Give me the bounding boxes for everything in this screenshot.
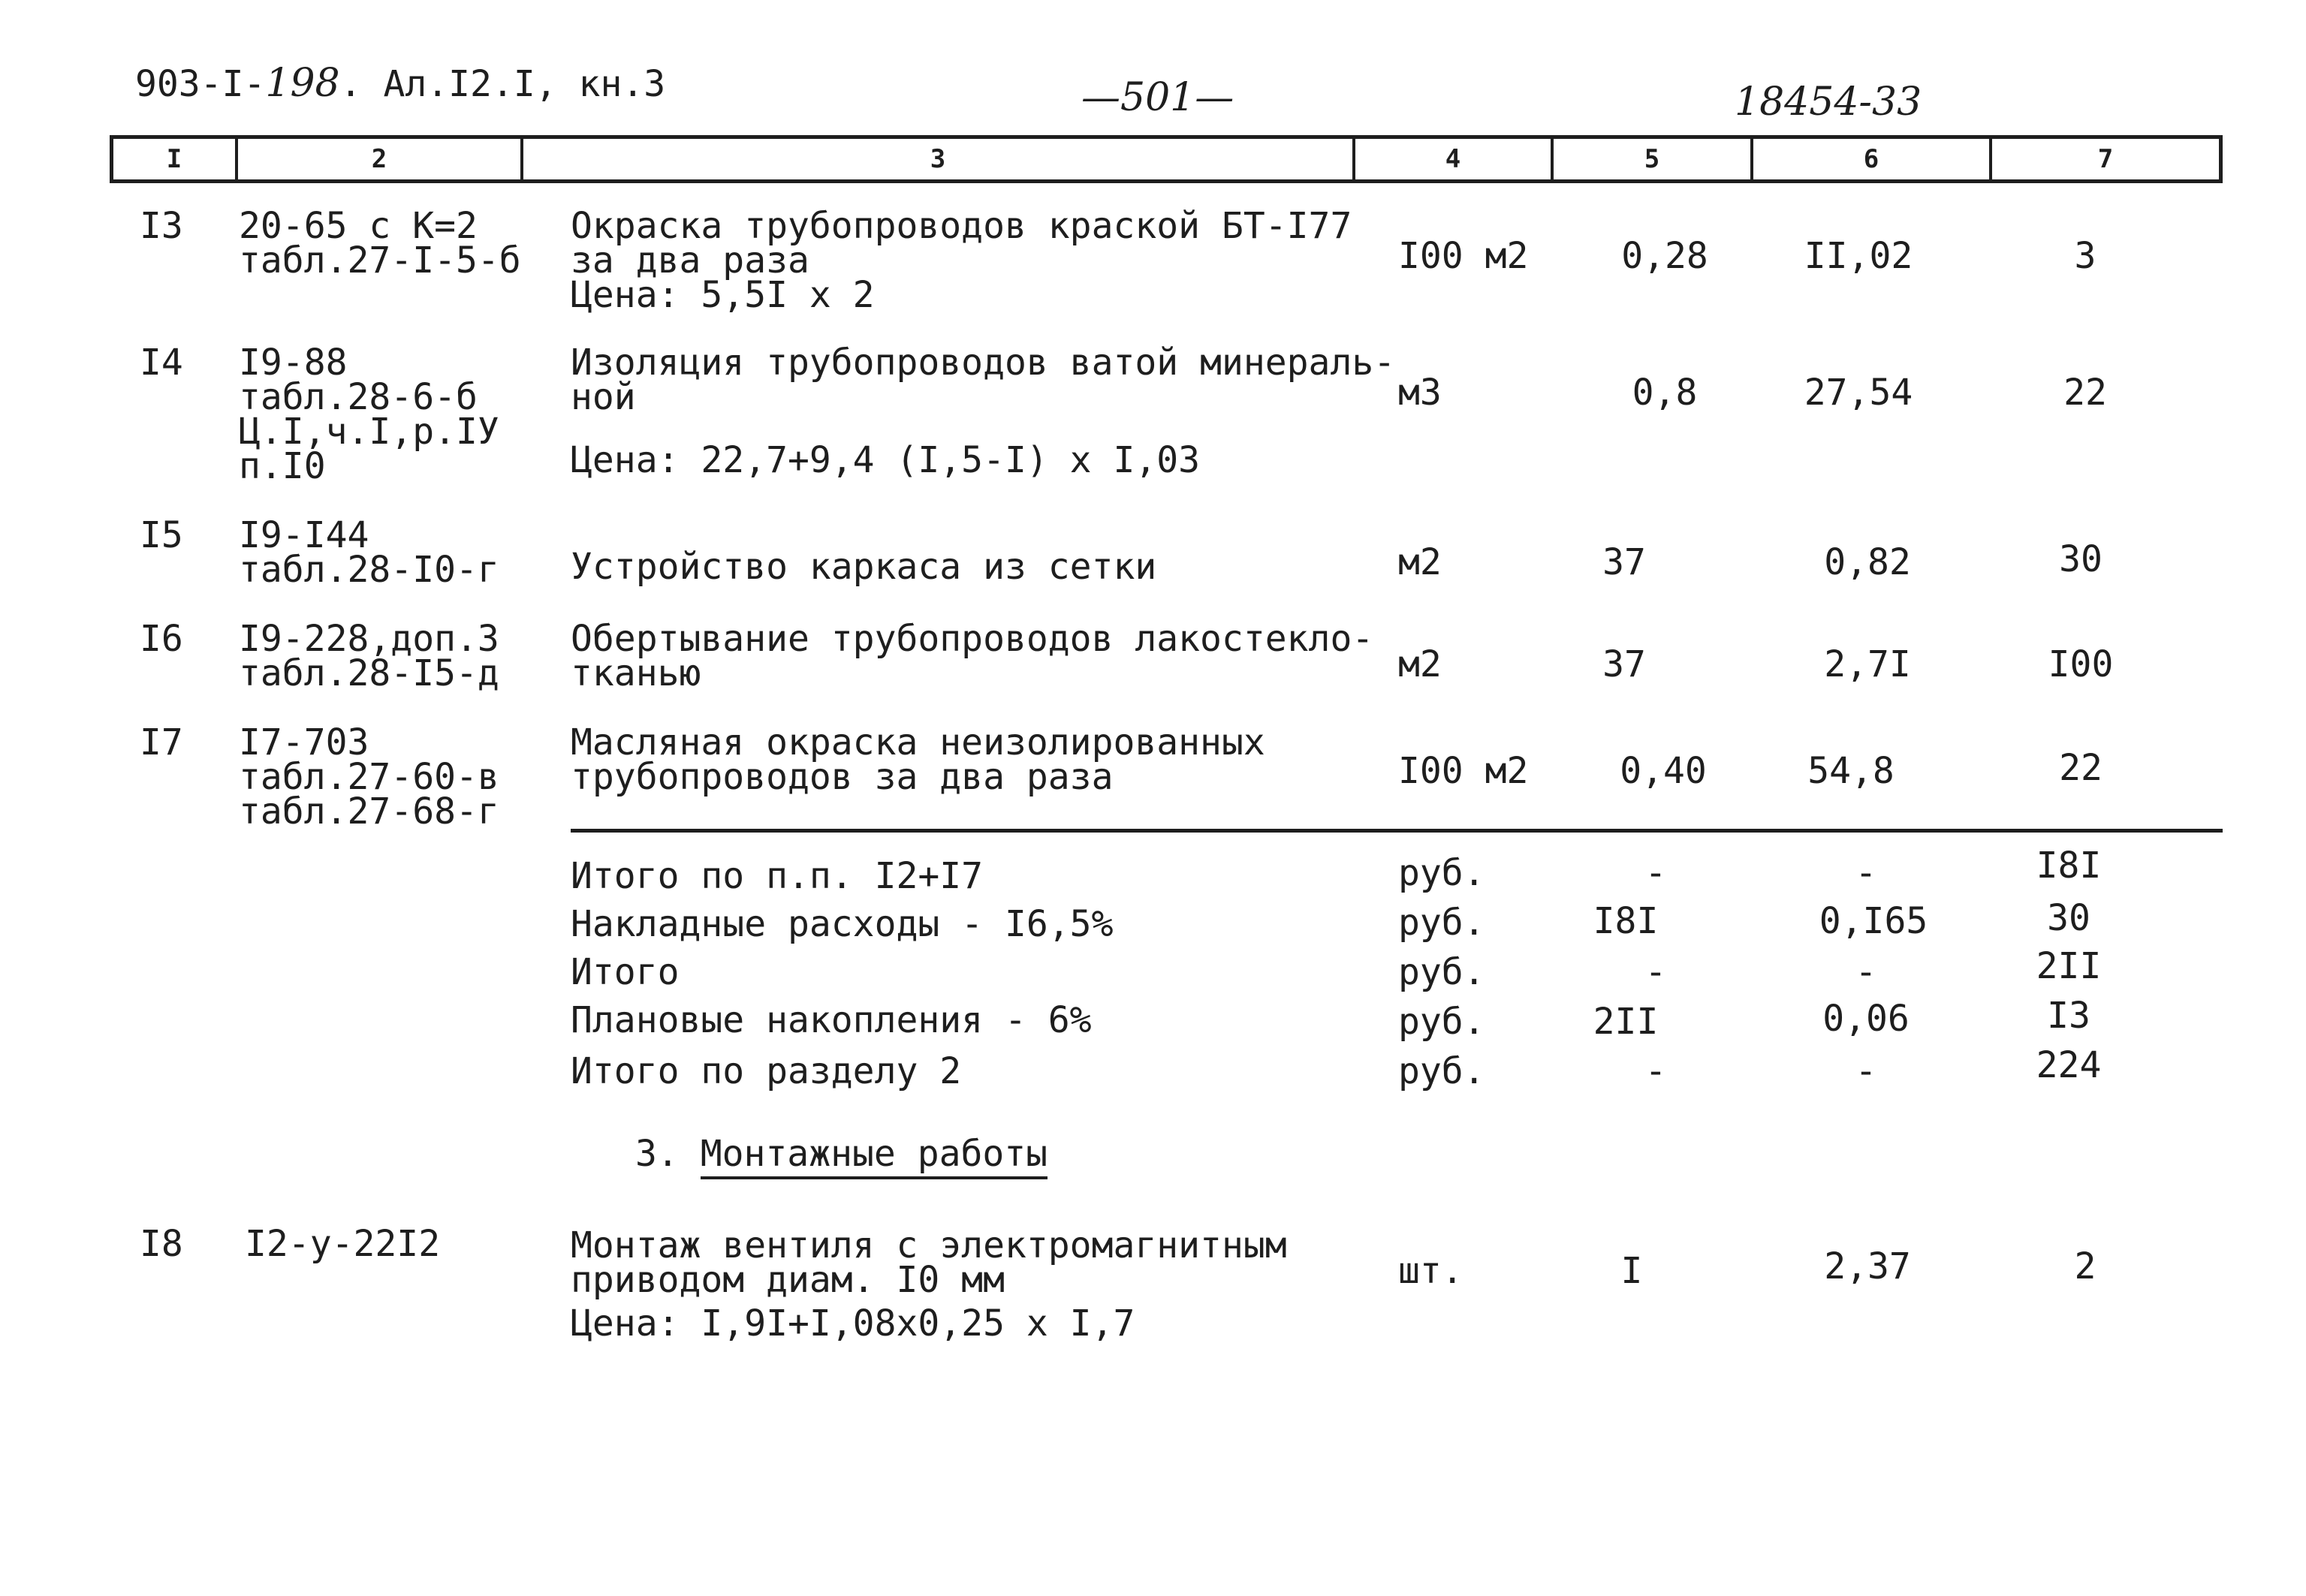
description-line: приводом диам. I0 мм	[571, 1259, 1005, 1301]
summary-price: -	[1855, 1050, 1877, 1092]
summary-unit: руб.	[1398, 951, 1485, 993]
norm-code-line: табл.28-6-б	[239, 376, 478, 418]
unit: I00 м2	[1398, 235, 1529, 277]
unit-price: 2,37	[1824, 1245, 1911, 1287]
section-number: 3.	[635, 1133, 679, 1175]
document-code	[135, 61, 666, 106]
album-reference: . Ал.I2.I, кн.3	[339, 63, 666, 105]
description-line: Окраска трубопроводов краской БТ-I77	[571, 205, 1352, 247]
norm-code-line: Ц.I,ч.I,р.IУ	[239, 411, 499, 453]
quantity: 37	[1602, 643, 1646, 685]
summary-total: 30	[2047, 897, 2090, 939]
total-cost: 2	[2074, 1245, 2097, 1287]
row-number: I5	[140, 514, 183, 556]
column-header-5: 5	[1551, 139, 1750, 179]
total-cost: 30	[2059, 538, 2103, 580]
column-header-row	[110, 135, 2223, 183]
summary-unit: руб.	[1398, 852, 1485, 894]
summary-label: Накладные расходы - I6,5%	[571, 903, 1114, 945]
description-line: Обертывание трубопроводов лакостекло-	[571, 618, 1374, 660]
description-line: за два раза	[571, 239, 809, 282]
summary-total: I8I	[2036, 845, 2102, 887]
summary-label: Итого	[571, 951, 680, 993]
work-description	[571, 342, 1396, 418]
norm-code	[239, 342, 499, 487]
work-description	[571, 1224, 1287, 1301]
norm-code-line: I7-703	[239, 721, 369, 763]
summary-quantity: 2II	[1593, 1001, 1659, 1043]
norm-code-line: табл.27-60-в	[239, 756, 499, 798]
norm-code-line: I9-88	[239, 342, 348, 384]
norm-code	[239, 618, 499, 694]
summary-total: I3	[2047, 995, 2090, 1037]
description-line: трубопроводов за два раза	[571, 756, 1114, 798]
row-number: I8	[140, 1223, 183, 1265]
price-formula: Цена: I,9I+I,08x0,25 x I,7	[571, 1302, 1135, 1345]
row-number: I3	[140, 205, 183, 247]
summary-quantity: -	[1644, 852, 1667, 894]
summary-rule	[571, 829, 2223, 833]
summary-label: Итого по п.п. I2+I7	[571, 855, 984, 897]
unit: I00 м2	[1398, 750, 1529, 792]
quantity: 0,28	[1621, 235, 1708, 277]
work-description	[571, 721, 1265, 798]
unit: м2	[1398, 643, 1442, 685]
total-cost: 22	[2063, 372, 2107, 414]
norm-code-line: п.I0	[239, 445, 326, 487]
section-heading	[635, 1133, 1048, 1175]
unit-price: 54,8	[1807, 750, 1895, 792]
norm-code-line: табл.27-68-г	[239, 790, 499, 833]
norm-code-line: табл.27-I-5-б	[239, 239, 521, 282]
summary-price: 0,I65	[1819, 900, 1928, 942]
price-formula: Цена: 22,7+9,4 (I,5-I) x I,03	[571, 439, 1201, 481]
unit-price: 27,54	[1804, 372, 1913, 414]
unit: м3	[1398, 372, 1442, 414]
total-cost: I00	[2048, 643, 2114, 685]
unit-price: II,02	[1804, 235, 1913, 277]
section-title: Монтажные работы	[701, 1133, 1047, 1179]
unit: шт.	[1398, 1250, 1463, 1292]
summary-unit: руб.	[1398, 902, 1485, 944]
total-cost: 22	[2059, 747, 2103, 789]
quantity: 37	[1602, 541, 1646, 583]
unit: м2	[1398, 541, 1442, 583]
document-code-handwritten: 198	[265, 61, 340, 106]
work-description	[571, 205, 1352, 316]
summary-total: 224	[2036, 1044, 2102, 1086]
page-number: —501—	[1081, 75, 1234, 120]
quantity: 0,40	[1620, 750, 1707, 792]
summary-price: -	[1855, 951, 1877, 993]
description-line: Масляная окраска неизолированных	[571, 721, 1265, 763]
description-line: Монтаж вентиля с электромагнитным	[571, 1224, 1287, 1266]
document-code-printed: 903-I-	[135, 63, 266, 105]
work-description: Устройство каркаса из сетки	[571, 546, 1157, 588]
summary-label: Итого по разделу 2	[571, 1050, 962, 1092]
work-description	[571, 618, 1374, 694]
summary-quantity: -	[1644, 951, 1667, 993]
summary-unit: руб.	[1398, 1001, 1485, 1043]
summary-quantity: I8I	[1593, 900, 1659, 942]
column-header-6: 6	[1750, 139, 1989, 179]
norm-code	[239, 205, 521, 282]
column-header-1: I	[166, 144, 182, 174]
column-header-3: 3	[520, 139, 1352, 179]
description-line: ной	[571, 376, 636, 418]
summary-quantity: -	[1644, 1050, 1667, 1092]
description-line: тканью	[571, 652, 701, 694]
row-number: I6	[140, 618, 183, 660]
summary-total: 2II	[2036, 945, 2102, 987]
quantity: I	[1620, 1250, 1643, 1292]
norm-code-line: табл.28-I0-г	[239, 549, 499, 591]
total-cost: 3	[2074, 235, 2097, 277]
description-line: Цена: 5,5I x 2	[571, 274, 875, 316]
row-number: I4	[140, 342, 183, 384]
description-line: Изоляция трубопроводов ватой минераль-	[571, 342, 1396, 384]
norm-code-line: табл.28-I5-д	[239, 652, 499, 694]
summary-price: 0,06	[1822, 998, 1910, 1040]
row-number: I7	[140, 721, 183, 763]
quantity: 0,8	[1632, 372, 1698, 414]
norm-code-line: 20-65 с К=2	[239, 205, 478, 247]
norm-code	[239, 721, 499, 833]
column-header-7: 7	[1989, 139, 2219, 179]
unit-price: 2,7I	[1824, 643, 1911, 685]
column-header-4: 4	[1352, 139, 1551, 179]
norm-code: I2-у-22I2	[245, 1223, 441, 1265]
summary-label: Плановые накопления - 6%	[571, 999, 1092, 1041]
norm-code-line: I9-228,доп.3	[239, 618, 499, 660]
summary-unit: руб.	[1398, 1050, 1485, 1092]
norm-code	[239, 514, 499, 591]
archive-number: 18454-33	[1735, 80, 1922, 125]
summary-price: -	[1855, 852, 1877, 894]
unit-price: 0,82	[1824, 541, 1911, 583]
norm-code-line: I9-I44	[239, 514, 369, 556]
column-header-2: 2	[235, 139, 520, 179]
